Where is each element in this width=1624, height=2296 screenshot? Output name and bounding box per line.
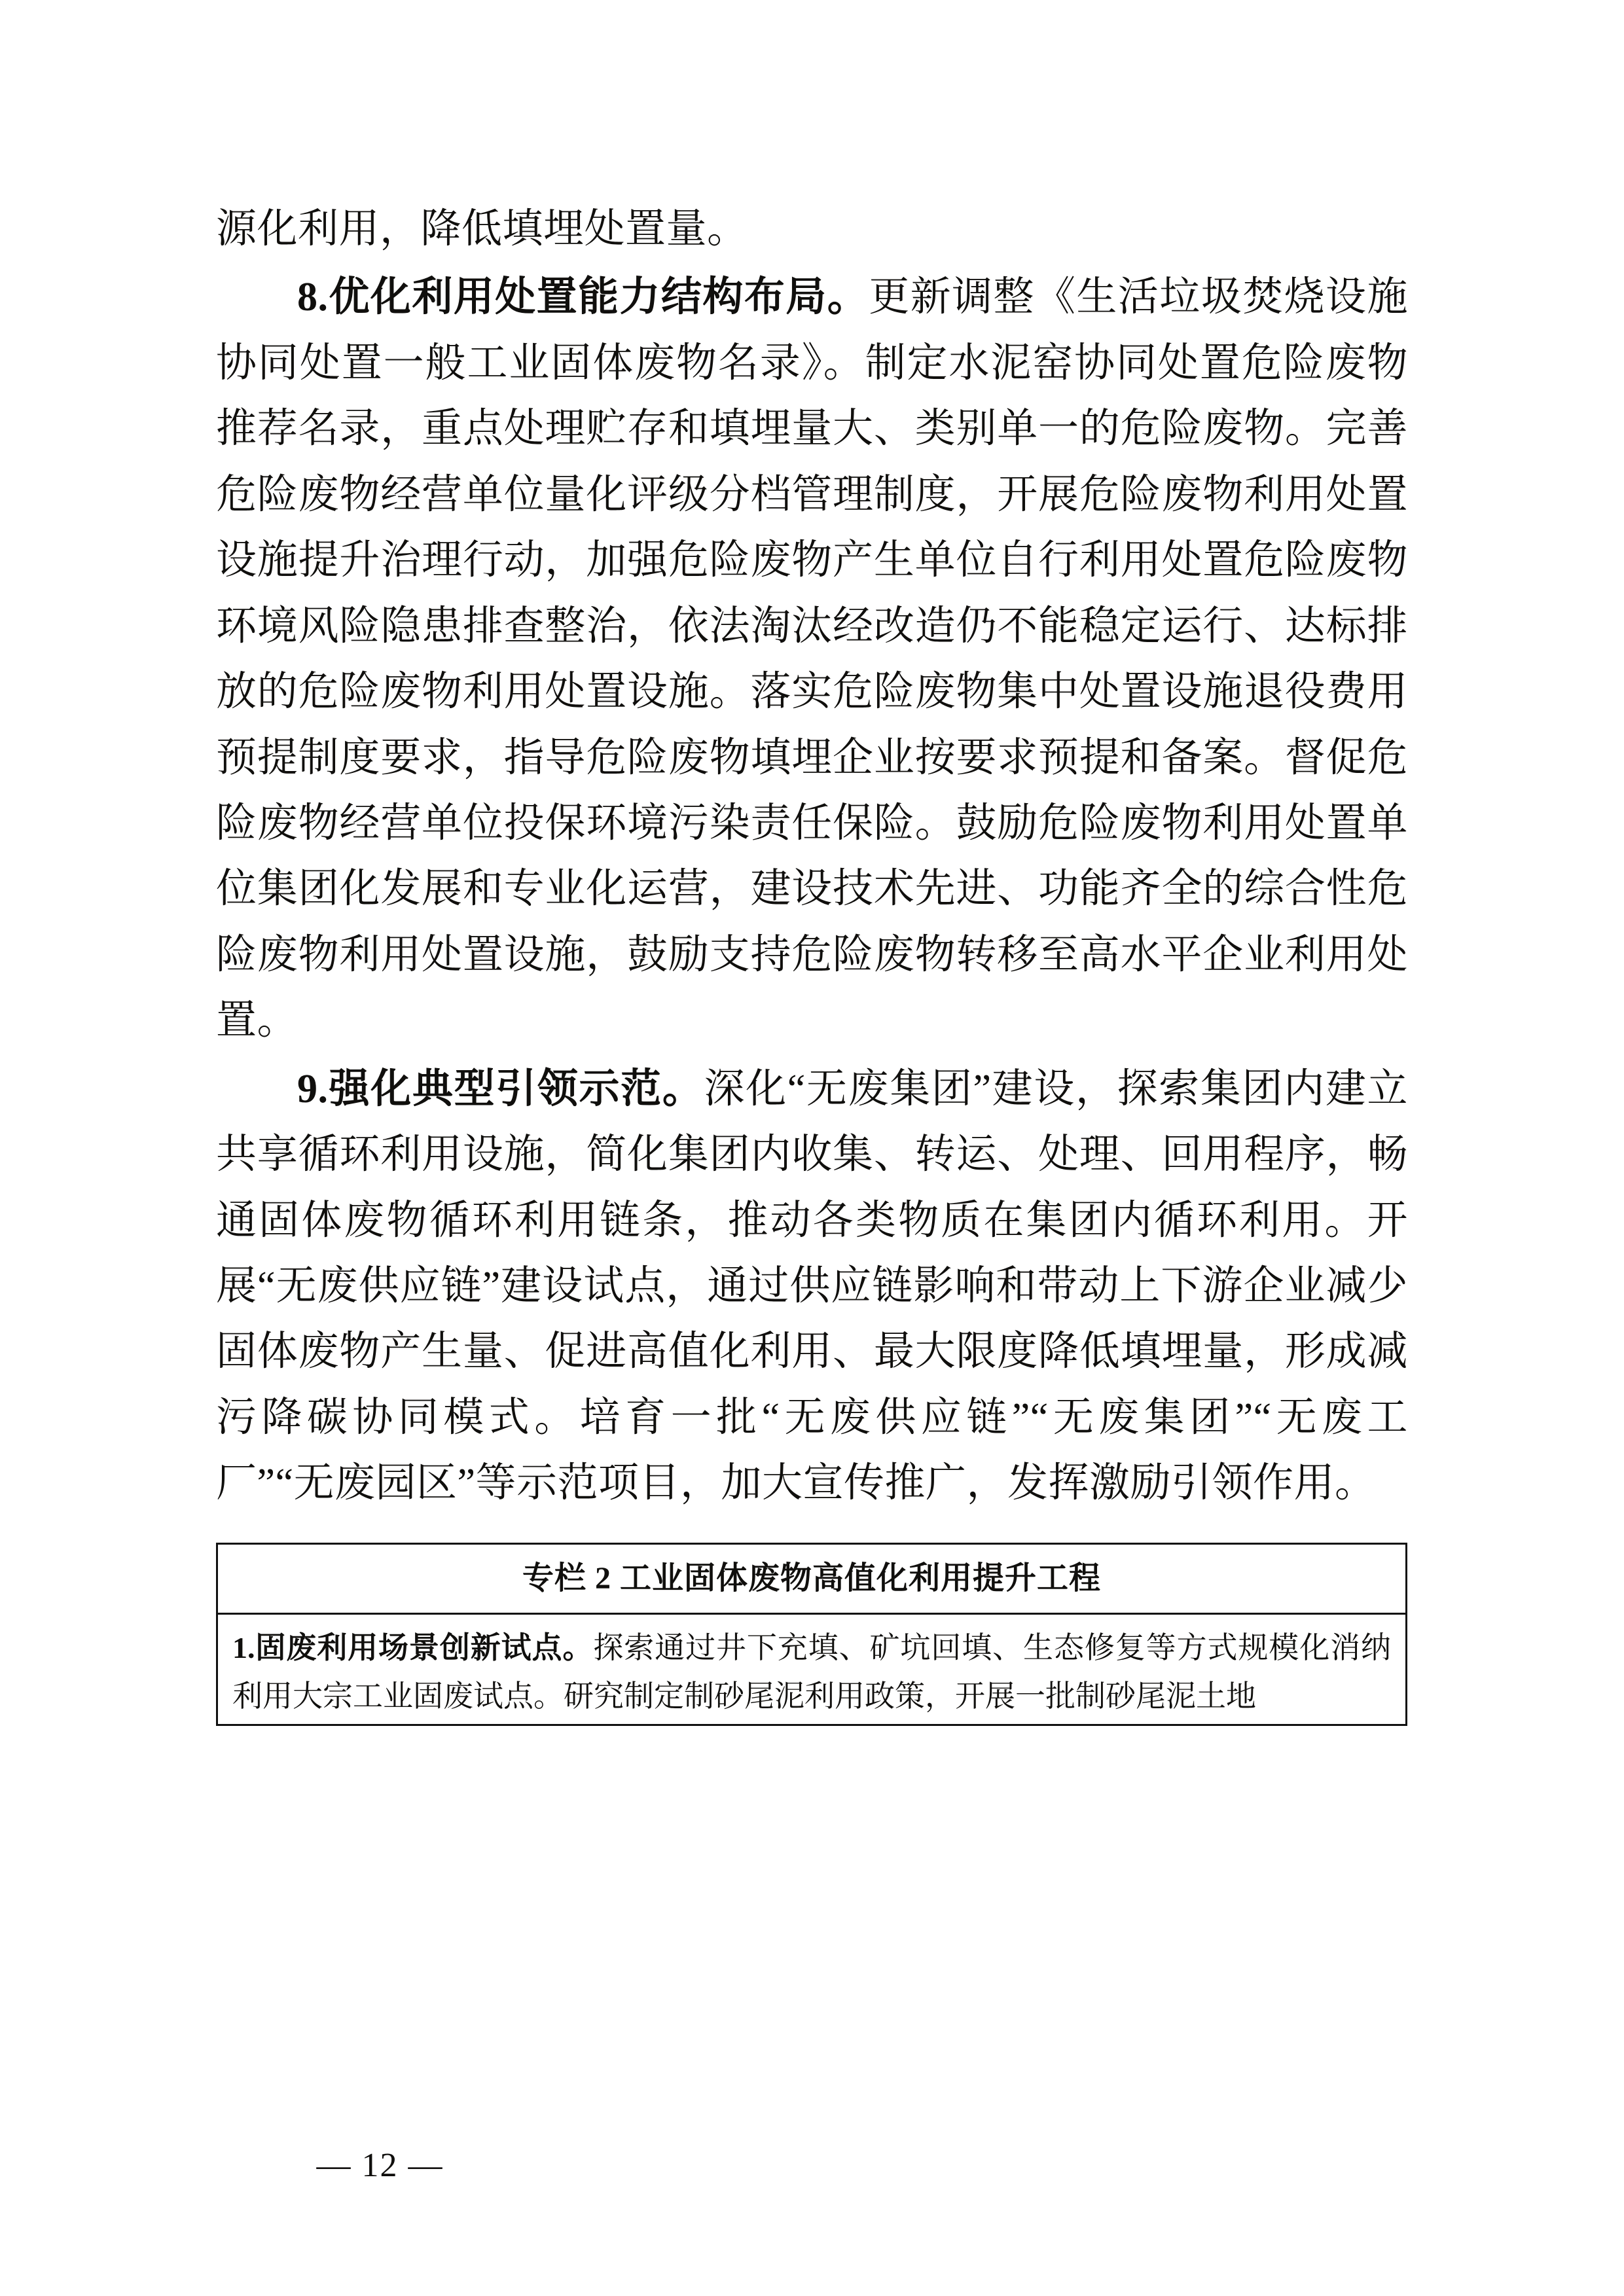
callout-box [216, 1543, 1407, 1726]
paragraph-continued [216, 196, 1408, 262]
paragraph-lead: 8.优化利用处置能力结构布局。 [297, 275, 869, 320]
page-number: — 12 — [316, 2147, 444, 2184]
paragraph-item-8 [216, 264, 1408, 1053]
callout-box-body [218, 1615, 1405, 1724]
page-footer-inner [0, 2146, 1624, 2185]
callout-item-text: 探索通过井下充填、矿坑回填、生态修复等方式规模化消纳利用大宗工业固废试点。研究制定制砂尾泥利用政策，开展一批制砂尾泥土地 [232, 1630, 1392, 1713]
paragraph-text: 深化“无废集团”建设，探索集团内建立共享循环利用设施，简化集团内收集、转运、处理、回用程序，畅通固体废物循环利用链条，推动各类物质在集团内循环利用。开展“无废供应链”建设试点，通过供应链影响和带动上下游企业减少固体废物产生量、促进高值化利用、最大限度降低填埋量，形成减污降碳协同模式。培育一批“无废供应链”“无废集团”“无废工厂”“无废园区”等示范项目，加大宣传推广，发挥激励引领作用。 [216, 1066, 1408, 1506]
paragraph-lead: 9.强化典型引领示范。 [297, 1066, 704, 1111]
callout-box-title: 专栏 2 工业固体废物高值化利用提升工程 [218, 1545, 1405, 1615]
document-body [216, 196, 1408, 1516]
paragraph-item-9 [216, 1056, 1408, 1516]
callout-item-lead: 1.固废利用场景创新试点。 [232, 1630, 594, 1664]
page-footer [0, 2146, 1624, 2185]
paragraph-text: 更新调整《生活垃圾焚烧设施协同处置一般工业固体废物名录》。制定水泥窑协同处置危险废物推荐名录，重点处理贮存和填埋量大、类别单一的危险废物。完善危险废物经营单位量化评级分档管理制度，开展危险废物利用处置设施提升治理行动，加强危险废物产生单位自行利用处置危险废物环境风险隐患排查整治，依法淘汰经改造仍不能稳定运行、达标排放的危险废物利用处置设施。落实危险废物集中处置设施退役费用预提制度要求，指导危险废物填埋企业按要求预提和备案。督促危险废物经营单位投保环境污染责任保险。鼓励危险废物利用处置单位集团化发展和专业化运营，建设技术先进、功能齐全的综合性危险废物利用处置设施，鼓励支持危险废物转移至高水平企业利用处置。 [216, 275, 1408, 1043]
paragraph-text: 源化利用，降低填埋处置量。 [216, 207, 748, 251]
